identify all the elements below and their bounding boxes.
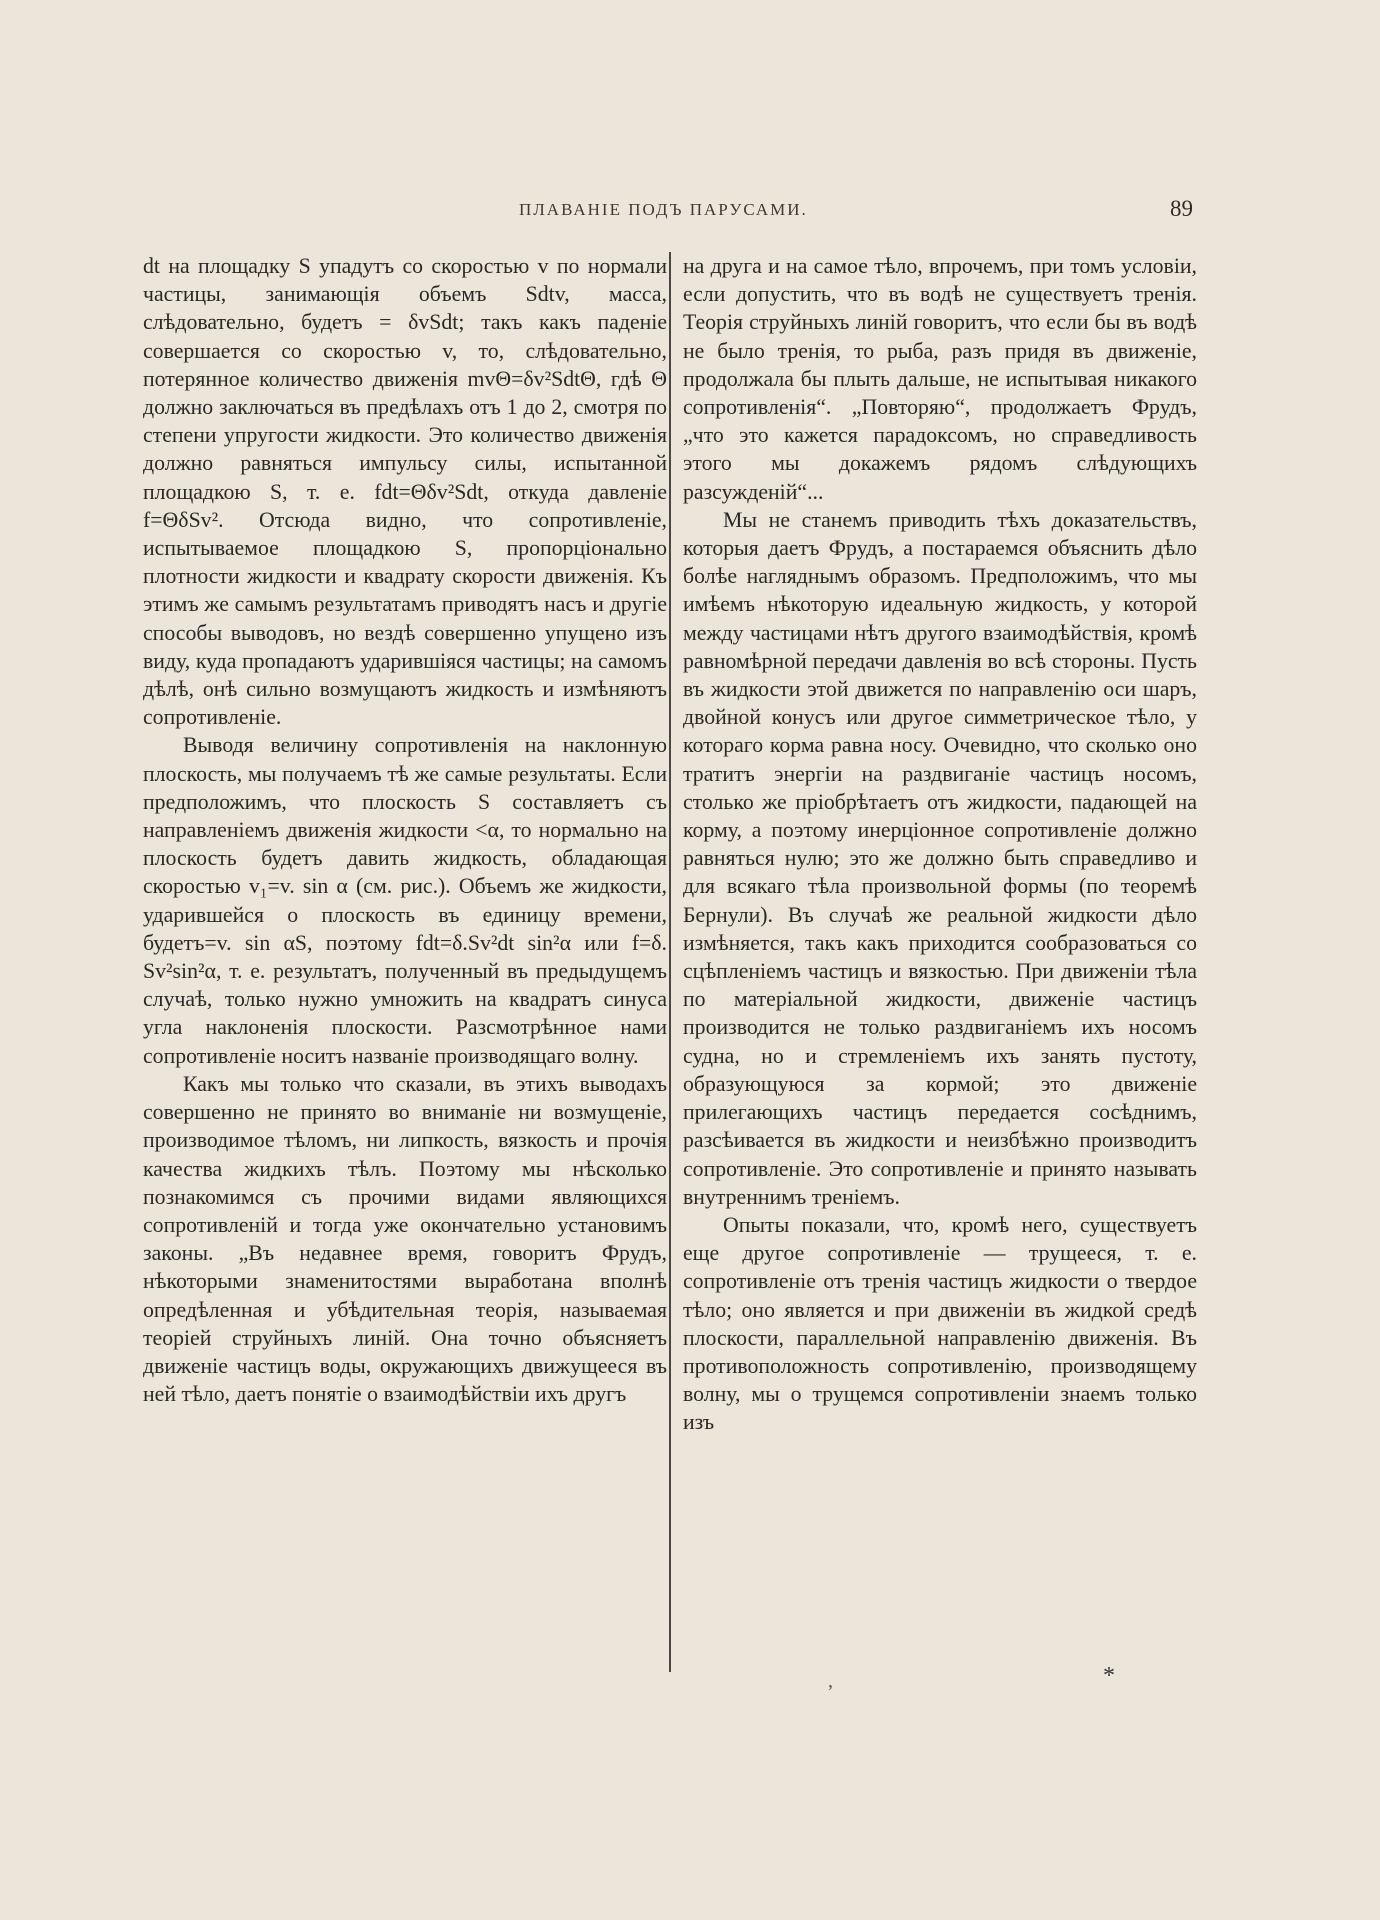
- page-number: 89: [1170, 196, 1193, 221]
- column-divider: [669, 252, 671, 1672]
- right-paragraph-3: Опыты показали, что, кромѣ него, существуетъ еще другое сопротивленіе — трущееся, т. е. сопротивленіе отъ тренія частицъ жидкости о твердое тѣло; оно является и при движеніи въ жидкой средѣ плоскости, параллельной направленію движенія. Въ противоположность сопротивленію, производящему волну, мы о трущемся сопротивленіи знаемъ только изъ: [683, 1212, 1197, 1435]
- left-paragraph-3: Какъ мы только что сказали, въ этихъ выводахъ совершенно не принято во вниманіе ни возмущеніе, производимое тѣломъ, ни липкость, вязкость и прочія качества жидкихъ тѣлъ. Поэтому мы нѣсколько познакомимся съ прочими видами являющихся сопротивленій и тогда уже окончательно установимъ законы. „Въ недавнее время, говоритъ Фрудъ, нѣкоторыми знаменитостями выработана вполнѣ опредѣленная и убѣдительная теорія, называемая теоріей струйныхъ линій. Она точно объясняетъ движеніе частицъ воды, окружающихъ движущееся въ ней тѣло, даетъ понятіе о взаимодѣйствіи ихъ другъ: [143, 1071, 667, 1407]
- running-title: ПЛАВАНІЕ ПОДЪ ПАРУСАМИ.: [519, 200, 808, 219]
- right-column: [683, 252, 1197, 1660]
- footer-tick-mark: ,: [828, 1670, 833, 1692]
- footer-asterisk: *: [1103, 1663, 1115, 1689]
- right-paragraph-1: на друга и на самое тѣло, впрочемъ, при томъ условіи, если допустить, что въ водѣ не существуетъ тренія. Теорія струйныхъ линій говоритъ, что если бы въ водѣ не было тренія, то рыба, разъ придя въ движеніе, продолжала бы плыть дальше, не испытывая никакого сопротивленія“. „Повторяю“, продолжаетъ Фрудъ, „что это кажется парадоксомъ, но справедливость этого мы докажемъ рядомъ слѣдующихъ разсужденій“...: [683, 254, 1197, 504]
- left-column: [143, 252, 667, 1660]
- left-paragraph-1: dt на площадку S упадутъ со скоростью v по нормали частицы, занимающія объемъ Sdtv, масса, слѣдовательно, будетъ = δvSdt; такъ какъ паденіе совершается со скоростью v, то, слѣдовательно, потерянное количество движенія mvΘ=δv²SdtΘ, гдѣ Θ должно заключаться въ предѣлахъ отъ 1 до 2, смотря по степени упругости жидкости. Это количество движенія должно равняться импульсу силы, испытанной площадкою S, т. е. fdt=Θδv²Sdt, откуда давленіе f=ΘδSv². Отсюда видно, что сопротивленіе, испытываемое площадкою S, пропорціонально плотности жидкости и квадрату скорости движенія. Къ этимъ же самымъ результатамъ приводятъ насъ и другіе способы выводовъ, но вездѣ совершенно упущено изъ виду, куда пропадаютъ ударившіяся частицы; на самомъ дѣлѣ, онѣ сильно возмущаютъ жидкость и измѣняютъ сопротивленіе.: [143, 254, 667, 730]
- right-paragraph-2: Мы не станемъ приводить тѣхъ доказательствъ, которыя даетъ Фрудъ, а постараемся объяснить дѣло болѣе нагляднымъ образомъ. Предположимъ, что мы имѣемъ нѣкоторую идеальную жидкость, у которой между частицами нѣтъ другого взаимодѣйствія, кромѣ равномѣрной передачи давленія во всѣ стороны. Пусть въ жидкости этой движется по направленію оси шаръ, двойной конусъ или другое симметрическое тѣло, у котораго корма равна носу. Очевидно, что сколько оно тратитъ энергіи на раздвиганіе частицъ носомъ, столько же пріобрѣтаетъ отъ жидкости, падающей на корму, а поэтому инерціонное сопротивленіе должно равняться нулю; это же должно быть справедливо и для всякаго тѣла произвольной формы (по теоремѣ Бернули). Въ случаѣ же реальной жидкости дѣло измѣняется, такъ какъ приходится сообразоваться со сцѣпленіемъ частицъ и вязкостью. При движеніи тѣла по матеріальной жидкости, движеніе частицъ производится не только раздвиганіемъ ихъ носомъ судна, но и стремленіемъ ихъ занять пустоту, образующуюся за кормой; это движеніе прилегающихъ частицъ передается сосѣднимъ, разсѣивается въ жидкости и неизбѣжно производитъ сопротивленіе. Это сопротивленіе и принято называть внутреннимъ треніемъ.: [683, 507, 1197, 1209]
- running-head: [0, 196, 1380, 226]
- left-paragraph-2: Выводя величину сопротивленія на наклонную плоскость, мы получаемъ тѣ же самые результаты. Если предположимъ, что плоскость S составляетъ съ направленіемъ движенія жидкости <α, то нормально на плоскость будетъ давить жидкость, обладающая скоростью v₁=v. sin α (см. рис.). Объемъ же жидкости, ударившейся о плоскость въ единицу времени, будетъ=v. sin αS, поэтому fdt=δ.Sv²dt sin²α или f=δ. Sv²sin²α, т. е. результатъ, полученный въ предыдущемъ случаѣ, только нужно умножить на квадратъ синуса угла наклоненія плоскости. Разсмотрѣнное нами сопротивленіе носитъ названіе производящаго волну.: [143, 733, 667, 1068]
